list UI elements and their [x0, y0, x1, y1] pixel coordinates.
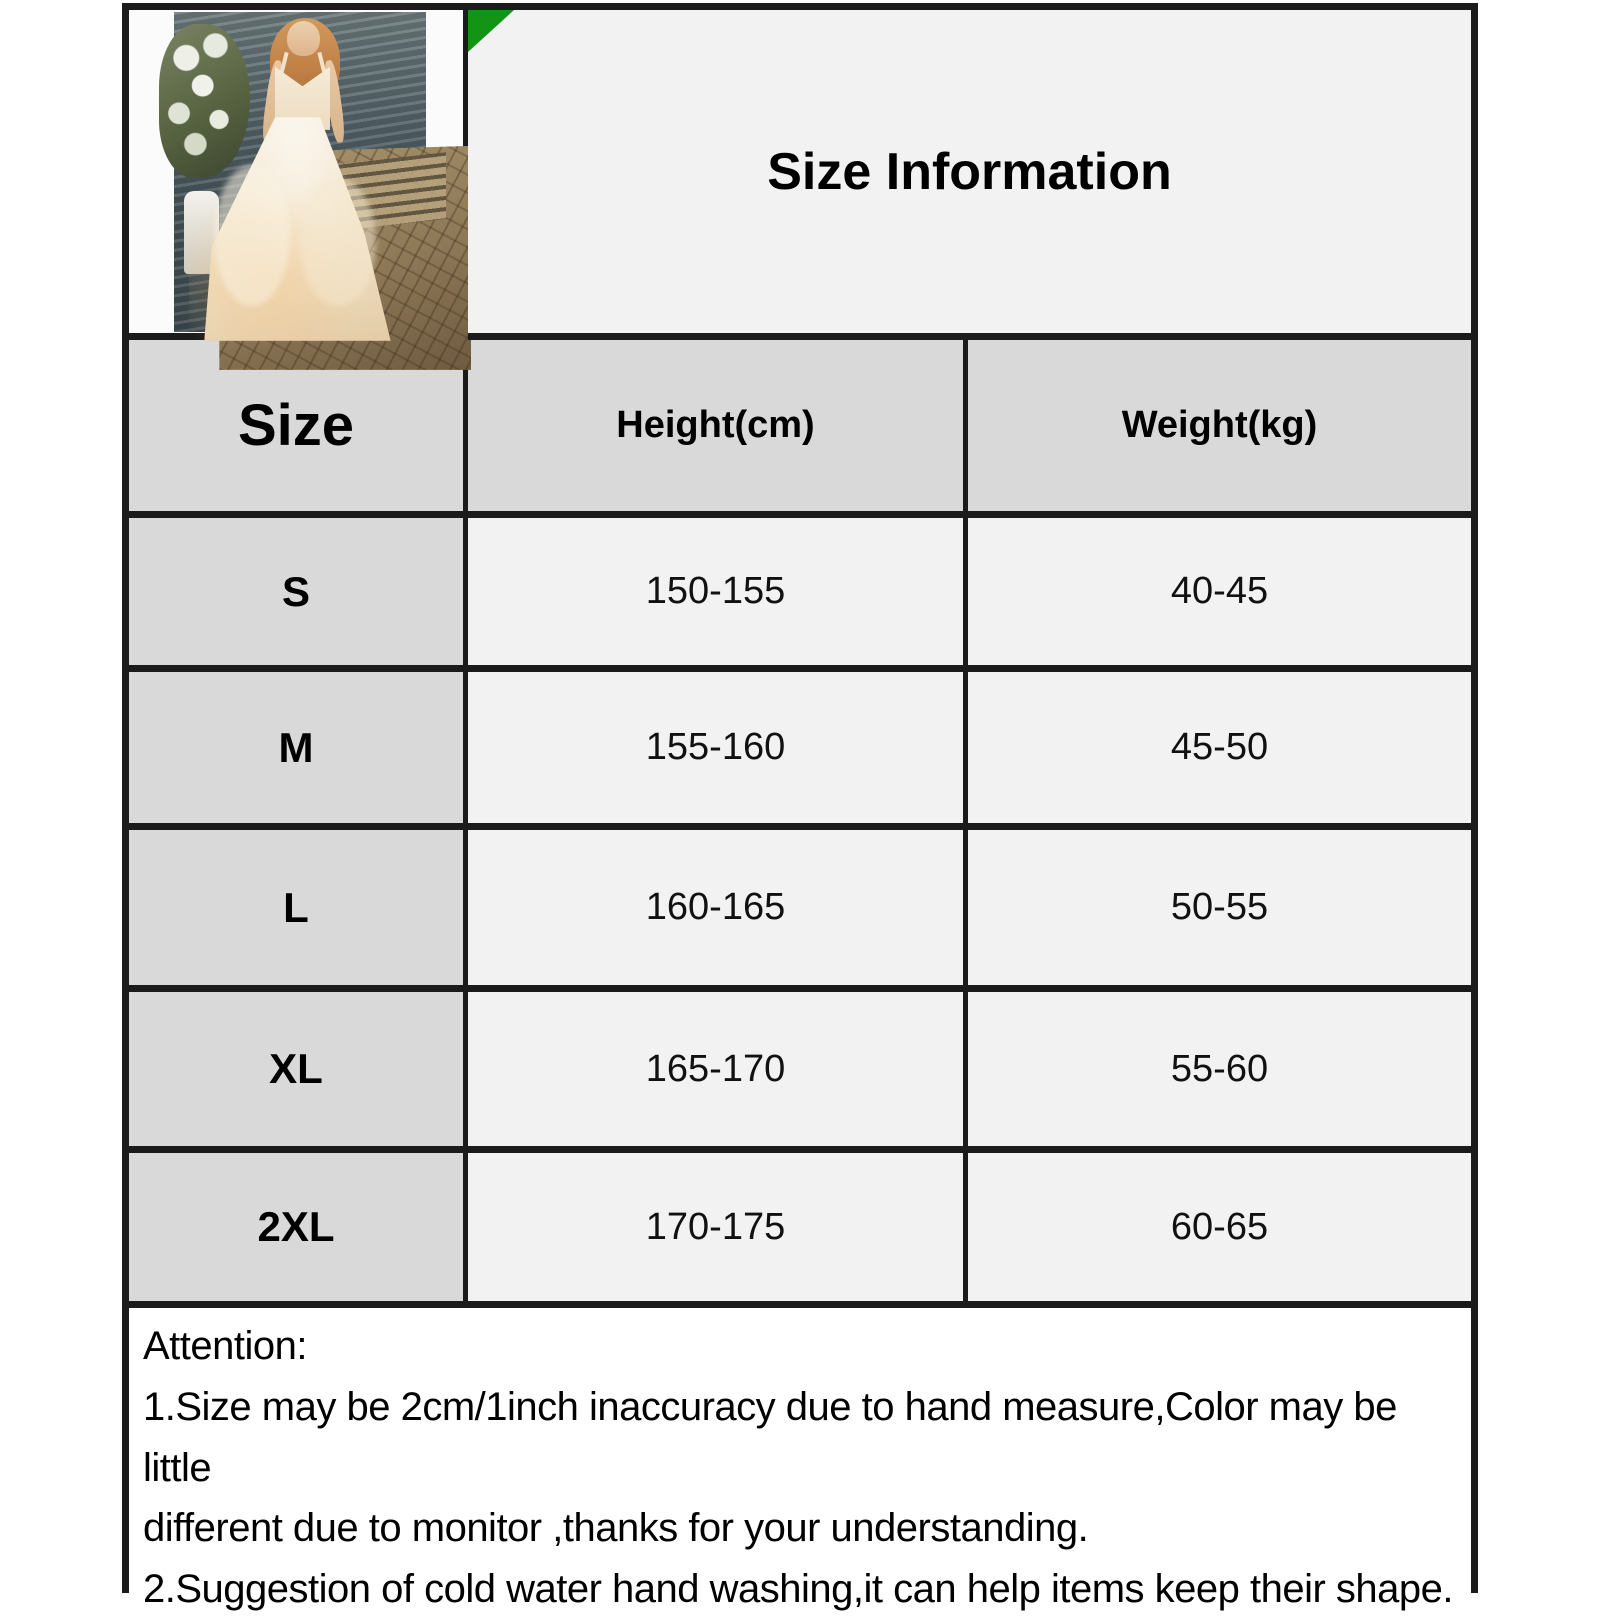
table-row-height-cell: [468, 672, 968, 830]
product-photo: [174, 12, 426, 332]
height-value: 150-155: [645, 570, 786, 612]
size-value: S: [281, 567, 310, 615]
table-row-size-cell: [129, 830, 468, 992]
attention-heading: Attention:: [143, 1324, 308, 1368]
green-corner-flag-icon: [468, 10, 514, 52]
size-value: M: [278, 723, 314, 771]
height-value: 155-160: [645, 726, 786, 768]
size-chart-table: [122, 3, 1478, 1612]
table-row-size-cell: [129, 1153, 468, 1308]
table-row-size-cell: [129, 518, 468, 672]
attention-line: different due to monitor ,thanks for your understanding.: [143, 1506, 1089, 1551]
table-row-height-cell: [468, 830, 968, 992]
height-value: 165-170: [645, 1047, 786, 1090]
weight-value: 55-60: [1170, 1047, 1269, 1090]
size-value: XL: [269, 1045, 323, 1092]
weight-value: 40-45: [1170, 570, 1269, 612]
weight-value: 45-50: [1170, 726, 1269, 768]
weight-value: 60-65: [1170, 1205, 1269, 1248]
table-row-height-cell: [468, 1153, 968, 1308]
header-cell-height: [468, 340, 968, 518]
attention-line: 2.Suggestion of cold water hand washing,it can help items keep their shape.: [143, 1567, 1453, 1612]
header-cell-weight: [968, 340, 1471, 518]
product-photo-cell: [129, 10, 468, 340]
height-value: 170-175: [645, 1205, 786, 1248]
header-height-label: Height(cm): [616, 404, 815, 446]
header-weight-label: Weight(kg): [1121, 404, 1318, 446]
model-head-shape: [287, 21, 320, 56]
height-value: 160-165: [645, 886, 786, 928]
size-value: L: [283, 883, 309, 931]
weight-value: 50-55: [1170, 886, 1269, 928]
attention-note: [129, 1308, 1471, 1620]
table-row-height-cell: [468, 992, 968, 1153]
header-size-label: Size: [237, 393, 355, 458]
table-row-weight-cell: [968, 992, 1471, 1153]
flower-bush-shape: [159, 24, 250, 178]
tulle-layer-shape: [214, 165, 290, 306]
table-row-weight-cell: [968, 672, 1471, 830]
table-row-weight-cell: [968, 830, 1471, 992]
table-row-size-cell: [129, 672, 468, 830]
size-value: 2XL: [257, 1203, 335, 1250]
page-title: Size Information: [767, 142, 1172, 201]
table-row-height-cell: [468, 518, 968, 672]
tulle-layer-shape: [300, 178, 376, 306]
attention-line: 1.Size may be 2cm/1inch inaccuracy due to hand measure,Color may be little: [143, 1384, 1397, 1490]
table-row-weight-cell: [968, 518, 1471, 672]
table-row-weight-cell: [968, 1153, 1471, 1308]
table-row-size-cell: [129, 992, 468, 1153]
title-cell: [468, 10, 1471, 340]
